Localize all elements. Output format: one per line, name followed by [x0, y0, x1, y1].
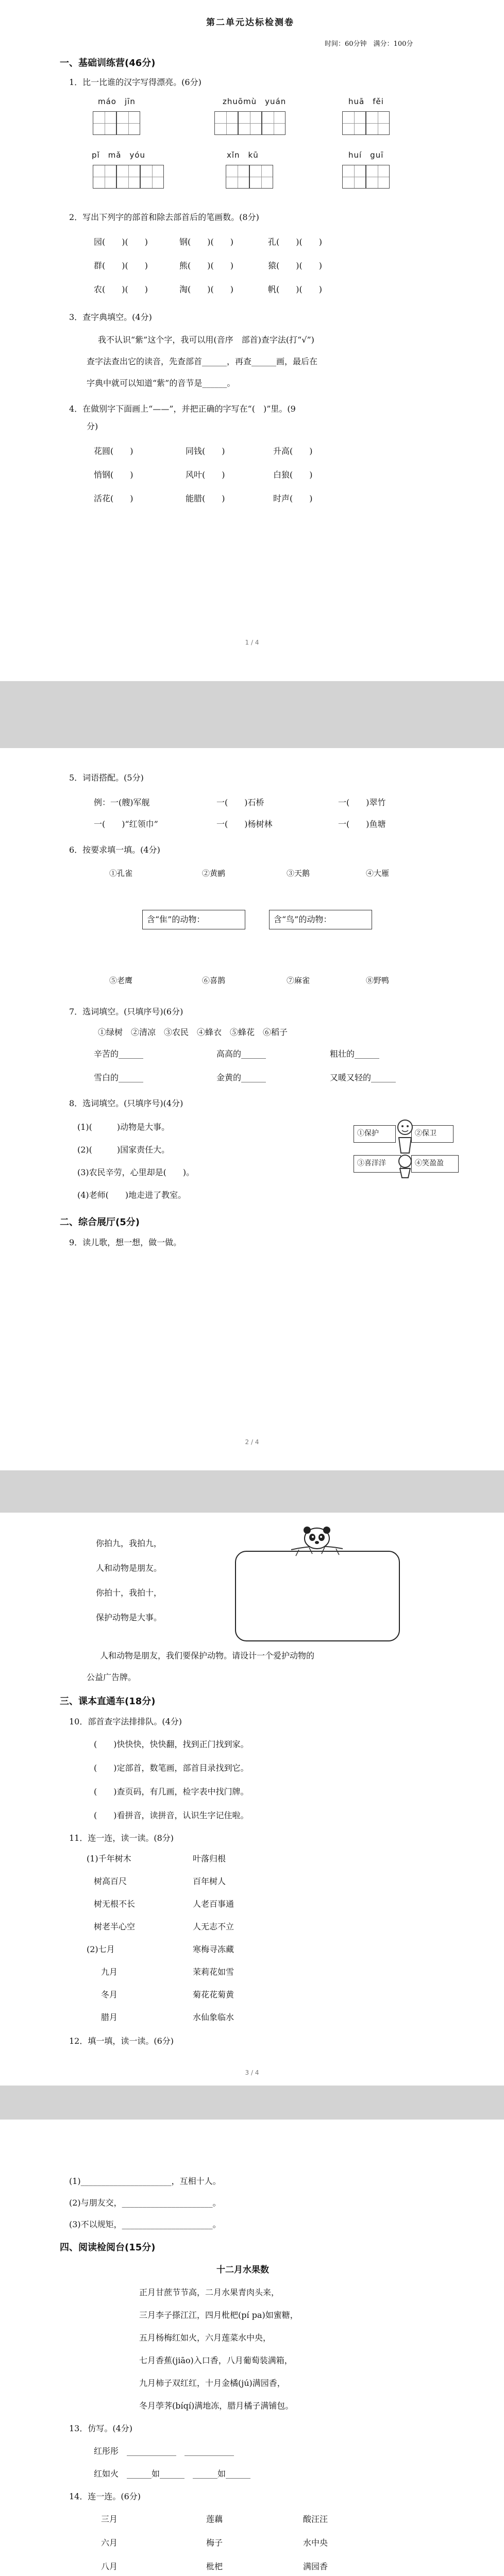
q5-line2-b: 一( )杨树林 — [216, 819, 273, 829]
q8-option-2: ②保卫 — [415, 1129, 436, 1138]
q11-left-4: 树老半心空 — [94, 1922, 136, 1931]
q4-row1-b: 同钱( ) — [186, 446, 225, 456]
q11-left-2: 树高百尺 — [94, 1876, 127, 1886]
page-separator — [0, 2086, 504, 2120]
page-4 — [0, 2120, 504, 2576]
writing-grid[interactable] — [238, 111, 262, 135]
section-3-heading: 三、课本直通车(18分) — [60, 1696, 156, 1707]
writing-grid[interactable] — [116, 165, 140, 189]
q2-row3-c: 帆( )( ) — [268, 284, 322, 294]
q6-option-5: ⑤老鹰 — [109, 976, 133, 985]
q8-option-box — [411, 1155, 459, 1173]
q11-left-1: (1)千年树木 — [87, 1854, 131, 1863]
question-9: 9．读儿歌，想一想，做一做。 — [69, 1238, 182, 1247]
question-13: 13．仿写。(4分) — [69, 2424, 133, 2433]
question-4: 4．在做别字下面画上“——”，并把正确的字写在“( )”里。(9 — [69, 404, 296, 414]
page-number: 3 / 4 — [245, 2069, 259, 2076]
read-paragraph: 人和动物是朋友，我们要保护动物。请设计一个爱护动物的 — [100, 1651, 315, 1660]
poem-line-4: 保护动物是大事。 — [96, 1613, 162, 1622]
q8-option-box — [354, 1155, 401, 1173]
poem-line-2: 人和动物是朋友。 — [96, 1563, 162, 1573]
q4-row3-a: 活花( ) — [94, 494, 133, 503]
q10-item-3: ( )查页码，有几画，检字表中找门牌。 — [94, 1787, 249, 1797]
pinyin-2: zhuōmù yuán — [223, 97, 287, 106]
q7-row1-b: 高高的______ — [216, 1049, 266, 1059]
answer-box-zhui[interactable] — [142, 910, 245, 929]
question-7: 7．选词填空。(只填序号)(6分) — [69, 1007, 183, 1016]
question-10: 10．部首查字法排排队。(4分) — [69, 1717, 182, 1726]
section-2-heading: 二、综合展厅(5分) — [60, 1217, 140, 1228]
question-3: 3．查字典填空。(4分) — [69, 312, 152, 322]
q4-row2-b: 风叶( ) — [186, 470, 225, 480]
q11-right-1: 叶落归根 — [193, 1854, 226, 1863]
q13-row-1: 红彤彤 ____________ ____________ — [94, 2446, 234, 2456]
read-paragraph-cont: 公益广告牌。 — [87, 1672, 137, 1682]
q13-row-2: 红如火 ______如______ ______如______ — [94, 2469, 251, 2479]
q14-col3-1: 酸汪汪 — [303, 2514, 328, 2524]
q3-line-2: 查字法查出它的读音，先查部首______，再查______画，最后在 — [87, 357, 318, 366]
q11-left-5: (2)七月 — [87, 1944, 115, 1954]
page-separator — [0, 1470, 504, 1513]
reading-line-6: 冬月荸荠(bíqí)满地冻，腊月橘子满铺包。 — [139, 2401, 294, 2411]
writing-grid[interactable] — [140, 165, 164, 189]
q7-row1-a: 辛苦的______ — [94, 1049, 144, 1059]
reading-line-5: 九月柿子双红红，十月金橘(jú)满园香， — [139, 2378, 285, 2388]
question-11: 11．连一连，读一读。(8分) — [69, 1833, 174, 1843]
cartoon-child-illustration — [395, 1117, 415, 1179]
q2-row1-b: 钢( )( ) — [179, 237, 233, 247]
page-3 — [0, 1513, 504, 2086]
q14-col2-1: 莲藕 — [206, 2514, 223, 2524]
q8-option-4: ④笑盈盈 — [415, 1159, 444, 1167]
page-2 — [0, 748, 504, 1470]
q10-item-4: ( )看拼音，读拼音，认识生字记住啦。 — [94, 1810, 249, 1820]
writing-grid[interactable] — [116, 111, 140, 135]
q14-col1-2: 六月 — [101, 2538, 118, 2548]
q4-row1-a: 花圆( ) — [94, 446, 133, 456]
q8-item-1: (1)( )动物是大事。 — [77, 1122, 170, 1132]
q11-right-7: 菊花花菊黄 — [193, 1990, 234, 1999]
q14-col3-2: 水中央 — [303, 2538, 328, 2548]
pinyin-1: máo jīn — [98, 97, 136, 106]
q2-row3-b: 淘( )( ) — [179, 284, 233, 294]
q7-options: ①绿树 ②清凉 ③农民 ④蜂衣 ⑤蜂花 ⑥稻子 — [98, 1027, 288, 1037]
q11-right-6: 茉莉花如雪 — [193, 1967, 234, 1977]
writing-grid[interactable] — [93, 111, 116, 135]
q14-col1-1: 三月 — [101, 2514, 118, 2524]
answer-box-niao[interactable] — [269, 910, 372, 929]
pinyin-6: huí guī — [348, 150, 384, 160]
q4-row2-a: 悄钢( ) — [94, 470, 133, 480]
q8-item-3: (3)农民辛劳，心里却是( )。 — [77, 1167, 195, 1177]
q10-item-1: ( )快快快，快快翻，找到正门找到家。 — [94, 1739, 249, 1749]
exam-title: 第二单元达标检测卷 — [206, 18, 294, 28]
q8-option-3: ③喜洋洋 — [357, 1159, 386, 1167]
q2-row2-b: 熊( )( ) — [179, 261, 233, 270]
q11-right-5: 寒梅寻冻藏 — [193, 1944, 234, 1954]
question-12: 12．填一填，读一读。(6分) — [69, 2036, 174, 2046]
poem-line-3: 你拍十，我拍十， — [96, 1588, 162, 1598]
q11-right-3: 人老百事通 — [193, 1899, 234, 1909]
q5-line2-c: 一( )鱼塘 — [338, 819, 386, 829]
section-1-heading: 一、基础训练营(46分) — [60, 58, 156, 69]
q11-left-7: 冬月 — [101, 1990, 118, 1999]
q14-col2-3: 枇杷 — [206, 2562, 223, 2571]
q5-line1-a: 例：一(艘)军舰 — [94, 798, 150, 807]
reading-title: 十二月水果数 — [216, 2265, 269, 2275]
answer-box-niao-label: 含“鸟”的动物： — [274, 914, 332, 924]
q2-row1-a: 园( )( ) — [94, 237, 148, 247]
q6-option-1: ①孔雀 — [109, 869, 133, 878]
q7-row2-c: 又暖又轻的______ — [330, 1073, 396, 1082]
poem-line-1: 你拍九，我拍九， — [96, 1538, 162, 1548]
q6-option-8: ⑧野鸭 — [366, 976, 390, 985]
answer-box-zhui-label: 含“隹”的动物： — [147, 914, 205, 924]
writing-grid[interactable] — [214, 111, 238, 135]
question-6: 6．按要求填一填。(4分) — [69, 845, 160, 855]
writing-grid[interactable] — [249, 165, 273, 189]
q11-right-2: 百年树人 — [193, 1876, 226, 1886]
page-1 — [0, 0, 504, 681]
q11-left-8: 腊月 — [101, 2012, 118, 2022]
q11-right-4: 人无志不立 — [193, 1922, 234, 1931]
writing-grid[interactable] — [366, 111, 390, 135]
q6-option-3: ③天鹅 — [287, 869, 310, 878]
pinyin-4: pǐ mǎ yóu — [92, 150, 146, 160]
question-14: 14．连一连。(6分) — [69, 2492, 141, 2501]
time-score: 时间：60分钟 满分：100分 — [325, 40, 413, 48]
q6-option-2: ②黄鹂 — [202, 869, 226, 878]
q2-row2-c: 猿( )( ) — [268, 261, 322, 270]
pinyin-3: huā fěi — [348, 97, 384, 106]
q6-option-4: ④大雁 — [366, 869, 390, 878]
q5-line1-b: 一( )石桥 — [216, 798, 264, 807]
writing-grid[interactable] — [93, 165, 116, 189]
q11-left-6: 九月 — [101, 1967, 118, 1977]
q8-item-2: (2)( )国家责任大。 — [77, 1145, 170, 1155]
q14-col3-3: 满园香 — [303, 2562, 328, 2571]
reading-line-3: 五月杨梅红如火，六月莲菜水中央， — [139, 2333, 272, 2343]
page-number: 1 / 4 — [245, 639, 259, 646]
q7-row2-a: 雪白的______ — [94, 1073, 144, 1082]
q10-item-2: ( )定部首，数笔画，部首目录找到它。 — [94, 1763, 249, 1773]
page-separator — [0, 681, 504, 748]
writing-grid[interactable] — [366, 165, 390, 189]
writing-grid[interactable] — [226, 165, 249, 189]
q11-left-3: 树无根不长 — [94, 1899, 136, 1909]
q5-line1-c: 一( )翠竹 — [338, 798, 386, 807]
q8-option-1: ①保护 — [357, 1129, 379, 1138]
question-5: 5．词语搭配。(5分) — [69, 773, 144, 783]
q8-item-4: (4)老师( )地走进了教室。 — [77, 1190, 187, 1200]
section-4-heading: 四、阅读检阅台(15分) — [60, 2242, 156, 2253]
q5-line2-a: 一( )“红领巾” — [94, 819, 158, 829]
q3-line-1: 我不认识“紫”这个字，我可以用(音序 部首)查字法(打“√”) — [98, 335, 314, 345]
question-4-cont: 分) — [87, 421, 98, 431]
q11-right-8: 水仙象临水 — [193, 2012, 234, 2022]
writing-grid[interactable] — [342, 165, 366, 189]
q12-item-2: (2)与朋友交，______________________。 — [69, 2198, 221, 2208]
reading-line-2: 三月李子搽江江，四月枇杷(pí pa)如蜜糖， — [139, 2310, 298, 2320]
q7-row2-b: 金黄的______ — [216, 1073, 266, 1082]
question-2: 2．写出下列字的部首和除去部首后的笔画数。(8分) — [69, 212, 259, 222]
q4-row2-c: 白狼( ) — [273, 470, 313, 480]
q4-row1-c: 升高( ) — [273, 446, 313, 456]
q2-row3-a: 农( )( ) — [94, 284, 148, 294]
q8-option-box — [411, 1125, 453, 1143]
q6-option-7: ⑦麻雀 — [287, 976, 310, 985]
q6-option-6: ⑥喜鹊 — [202, 976, 226, 985]
q14-col1-3: 八月 — [101, 2562, 118, 2571]
billboard-drawing-box[interactable] — [235, 1551, 400, 1641]
writing-grid[interactable] — [262, 111, 285, 135]
reading-line-4: 七月香蕉(jiāo)入口香，八月葡萄装满箱， — [139, 2355, 293, 2365]
reading-line-1: 正月甘蔗节节高，二月水果青肉头来， — [139, 2287, 280, 2297]
q2-row2-a: 群( )( ) — [94, 261, 148, 270]
panda-icon — [289, 1523, 345, 1559]
q12-item-1: (1)______________________，互相十人。 — [69, 2176, 221, 2186]
q4-row3-c: 时声( ) — [273, 494, 313, 503]
pinyin-5: xǐn kū — [227, 150, 259, 160]
writing-grid[interactable] — [342, 111, 366, 135]
q12-item-3: (3)不以规矩，______________________。 — [69, 2219, 221, 2229]
q7-row1-c: 粗壮的______ — [330, 1049, 380, 1059]
q14-col2-2: 梅子 — [206, 2538, 223, 2548]
q4-row3-b: 能腊( ) — [186, 494, 225, 503]
q8-option-box — [354, 1125, 396, 1143]
q2-row1-c: 孔( )( ) — [268, 237, 322, 247]
page-number: 2 / 4 — [245, 1438, 259, 1446]
question-1: 1．比一比谁的汉字写得漂亮。(6分) — [69, 77, 201, 87]
q3-line-3: 字典中就可以知道“紫”的音节是______。 — [87, 378, 236, 388]
question-8: 8．选词填空。(只填序号)(4分) — [69, 1098, 183, 1108]
